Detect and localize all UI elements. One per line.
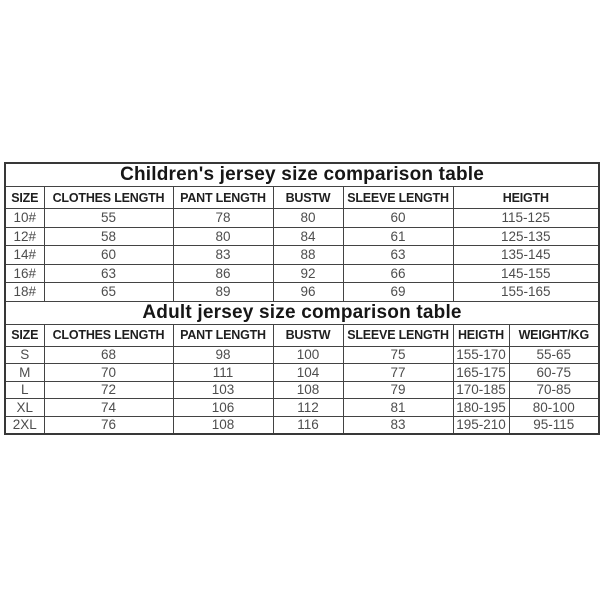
table-cell: 100 [273,346,343,364]
table-cell: 180-195 [453,399,509,417]
table-cell: 78 [173,209,273,228]
table-cell: S [5,346,44,364]
adult-col-heigth: HEIGTH [453,324,509,346]
children-col-clothes-length: CLOTHES LENGTH [44,187,173,209]
table-cell: 108 [273,381,343,399]
children-col-heigth: HEIGTH [453,187,599,209]
table-cell: 86 [173,264,273,283]
adult-col-sleeve-length: SLEEVE LENGTH [343,324,453,346]
table-cell: XL [5,399,44,417]
table-cell: 112 [273,399,343,417]
table-cell: 77 [343,364,453,382]
table-cell: 95-115 [509,416,599,434]
table-cell: 80-100 [509,399,599,417]
table-cell: 116 [273,416,343,434]
table-cell: 55-65 [509,346,599,364]
table-cell: 135-145 [453,246,599,265]
table-cell: 66 [343,264,453,283]
table-cell: 81 [343,399,453,417]
table-cell: 104 [273,364,343,382]
table-cell: 88 [273,246,343,265]
table-cell: 115-125 [453,209,599,228]
table-cell: 14# [5,246,44,265]
children-table-title: Children's jersey size comparison table [5,163,599,187]
table-cell: 170-185 [453,381,509,399]
table-cell: 80 [273,209,343,228]
table-cell: 83 [173,246,273,265]
children-col-bustw: BUSTW [273,187,343,209]
table-cell: M [5,364,44,382]
table-cell: 60-75 [509,364,599,382]
table-row [5,364,599,382]
adult-col-weight-kg: WEIGHT/KG [509,324,599,346]
table-cell: 10# [5,209,44,228]
table-cell: 76 [44,416,173,434]
adult-table-title: Adult jersey size comparison table [5,301,599,324]
children-col-size: SIZE [5,187,44,209]
children-header-row [5,187,599,209]
table-cell: 70-85 [509,381,599,399]
children-col-pant-length: PANT LENGTH [173,187,273,209]
table-cell: 155-170 [453,346,509,364]
table-cell: 68 [44,346,173,364]
table-cell: 60 [44,246,173,265]
table-row [5,346,599,364]
table-cell: 69 [343,283,453,302]
table-cell: 72 [44,381,173,399]
table-cell: 79 [343,381,453,399]
table-row [5,227,599,246]
table-cell: 125-135 [453,227,599,246]
table-cell: 61 [343,227,453,246]
children-col-sleeve-length: SLEEVE LENGTH [343,187,453,209]
adult-col-clothes-length: CLOTHES LENGTH [44,324,173,346]
table-cell: 63 [44,264,173,283]
table-cell: 65 [44,283,173,302]
table-row [5,381,599,399]
table-cell: 83 [343,416,453,434]
table-row [5,283,599,302]
table-cell: 84 [273,227,343,246]
table-cell: 92 [273,264,343,283]
table-cell: 12# [5,227,44,246]
adult-col-bustw: BUSTW [273,324,343,346]
children-title-row [5,163,599,187]
table-row [5,246,599,265]
table-cell: 103 [173,381,273,399]
table-cell: 75 [343,346,453,364]
table-cell: 145-155 [453,264,599,283]
table-row [5,209,599,228]
table-cell: 111 [173,364,273,382]
table-cell: 106 [173,399,273,417]
table-cell: 195-210 [453,416,509,434]
table-cell: 165-175 [453,364,509,382]
table-cell: 16# [5,264,44,283]
table-cell: 96 [273,283,343,302]
table-cell: 74 [44,399,173,417]
table-cell: 63 [343,246,453,265]
table-row [5,264,599,283]
table-row [5,416,599,434]
table-row [5,399,599,417]
table-cell: 108 [173,416,273,434]
table-cell: 58 [44,227,173,246]
table-cell: 80 [173,227,273,246]
table-cell: 55 [44,209,173,228]
table-cell: 60 [343,209,453,228]
adult-col-pant-length: PANT LENGTH [173,324,273,346]
jersey-size-table [4,162,600,435]
table-cell: 155-165 [453,283,599,302]
table-cell: 2XL [5,416,44,434]
adult-header-row [5,324,599,346]
table-cell: 70 [44,364,173,382]
adult-col-size: SIZE [5,324,44,346]
table-cell: 18# [5,283,44,302]
adult-title-row [5,301,599,324]
table-cell: 98 [173,346,273,364]
table-cell: 89 [173,283,273,302]
table-cell: L [5,381,44,399]
